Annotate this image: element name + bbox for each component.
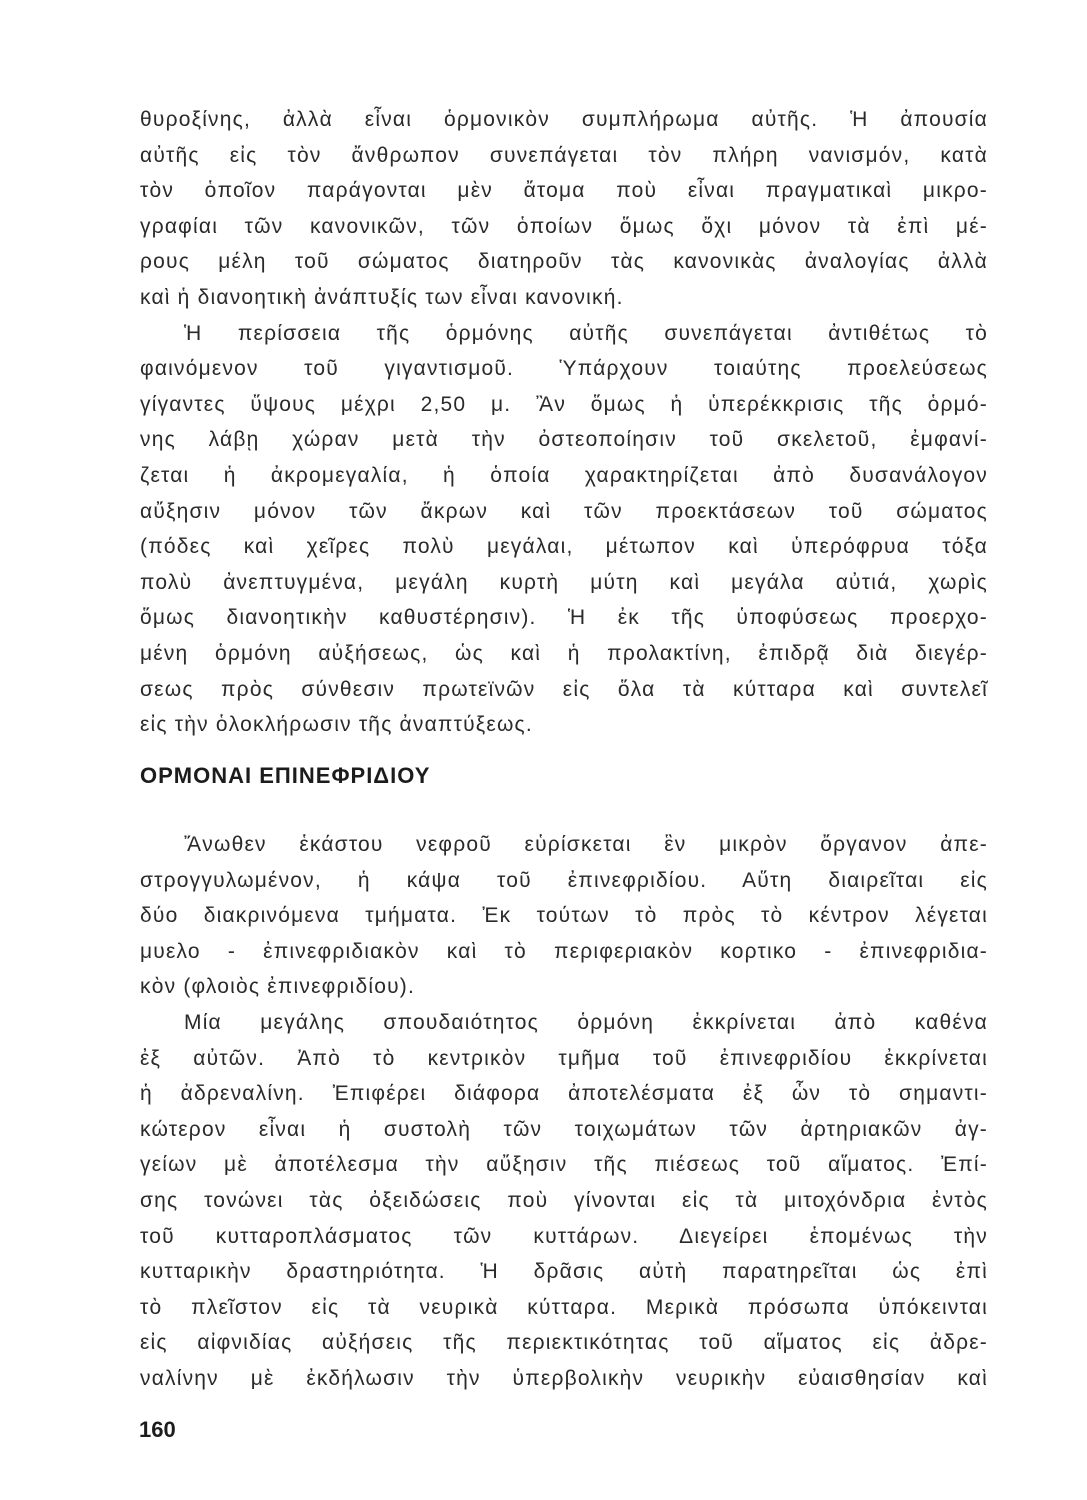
text-line: κὸν (φλοιὸς ἐπινεφριδίου). xyxy=(140,975,416,999)
text-line: (πόδες καὶ χεῖρες πολὺ μεγάλαι, μέτωπον καὶ ὑπερόφρυα τόξα xyxy=(140,535,988,559)
text-line: μυελο - ἐπινεφριδιακὸν καὶ τὸ περιφεριακὸν κορτικο - ἐπινεφριδια- xyxy=(140,939,988,963)
section-heading: ΟΡΜΟΝΑΙ ΕΠΙΝΕΦΡΙΔΙΟΥ xyxy=(140,763,431,788)
text-line: ζεται ἡ ἀκρομεγαλία, ἡ ὁποία χαρακτηρίζεται ἀπὸ δυσανάλογον xyxy=(140,463,988,487)
text-line: Ἡ περίσσεια τῆς ὁρμόνης αὐτῆς συνεπάγεται ἀντιθέτως τὸ xyxy=(184,321,988,345)
text-line: θυροξίνης, ἀλλὰ εἶναι ὁρμονικὸν συμπλήρωμα αὐτῆς. Ἡ ἀπουσία xyxy=(140,108,988,131)
text-line: εἰς τὴν ὁλοκλήρωσιν τῆς ἀναπτύξεως. xyxy=(140,713,533,737)
text-line: εἰς αἰφνιδίας αὐξήσεις τῆς περιεκτικότητας τοῦ αἵματος εἰς ἀδρε- xyxy=(140,1331,988,1355)
text-line: σεως πρὸς σύνθεσιν πρωτεϊνῶν εἰς ὅλα τὰ κύτταρα καὶ συντελεῖ xyxy=(140,677,988,701)
text-block-adrenal xyxy=(140,827,988,1397)
text-line: νης λάβῃ χώραν μετὰ τὴν ὀστεοποίησιν τοῦ σκελετοῦ, ἐμφανί- xyxy=(140,428,988,452)
text-line: κυτταρικὴν δραστηριότητα. Ἡ δρᾶσις αὐτὴ παρατηρεῖται ὡς ἐπὶ xyxy=(140,1260,988,1284)
text-line: ἐξ αὐτῶν. Ἀπὸ τὸ κεντρικὸν τμῆμα τοῦ ἐπινεφριδίου ἐκκρίνεται xyxy=(140,1046,988,1070)
text-line: καὶ ἡ διανοητικὴ ἀνάπτυξίς των εἶναι κανονική. xyxy=(140,285,624,309)
text-line: τὸν ὁποῖον παράγονται μὲν ἄτομα ποὺ εἶναι πραγματικαὶ μικρο- xyxy=(140,179,988,203)
text-line: Μία μεγάλης σπουδαιότητος ὁρμόνη ἐκκρίνεται ἀπὸ καθένα xyxy=(184,1010,988,1034)
text-line: κώτερον εἶναι ἡ συστολὴ τῶν τοιχωμάτων τῶν ἀρτηριακῶν ἀγ- xyxy=(140,1117,988,1141)
text-line: αὐτῆς εἰς τὸν ἄνθρωπον συνεπάγεται τὸν πλήρη νανισμόν, κατὰ xyxy=(140,143,988,167)
text-line: τοῦ κυτταροπλάσματος τῶν κυττάρων. Διεγείρει ἑπομένως τὴν xyxy=(140,1224,988,1248)
text-line: γείων μὲ ἀποτέλεσμα τὴν αὔξησιν τῆς πιέσεως τοῦ αἵματος. Ἐπί- xyxy=(140,1153,988,1177)
text-line: φαινόμενον τοῦ γιγαντισμοῦ. Ὑπάρχουν τοιαύτης προελεύσεως xyxy=(140,357,988,381)
text-line: πολὺ ἀνεπτυγμένα, μεγάλη κυρτὴ μύτη καὶ μεγάλα αὐτιά, χωρὶς xyxy=(140,570,988,594)
text-line: γίγαντες ὕψους μέχρι 2,50 μ. Ἂν ὅμως ἡ ὑπερέκκρισις τῆς ὁρμό- xyxy=(140,392,988,416)
text-line: στρογγυλωμένον, ἡ κάψα τοῦ ἐπινεφριδίου. Αὕτη διαιρεῖται εἰς xyxy=(140,868,988,892)
text-line: ἡ ἀδρεναλίνη. Ἐπιφέρει διάφορα ἀποτελέσματα ἐξ ὧν τὸ σημαντι- xyxy=(140,1082,988,1106)
text-block-pituitary xyxy=(140,102,988,743)
text-line: τὸ πλεῖστον εἰς τὰ νευρικὰ κύτταρα. Μερικὰ πρόσωπα ὑπόκεινται xyxy=(140,1295,988,1319)
text-line: δύο διακρινόμενα τμήματα. Ἐκ τούτων τὸ πρὸς τὸ κέντρον λέγεται xyxy=(140,904,988,928)
text-line: ὅμως διανοητικὴν καθυστέρησιν). Ἡ ἐκ τῆς ὑποφύσεως προερχο- xyxy=(140,606,988,630)
text-line: ναλίνην μὲ ἐκδήλωσιν τὴν ὑπερβολικὴν νευρικὴν εὐαισθησίαν καὶ xyxy=(140,1366,988,1390)
text-line: μένη ὁρμόνη αὐξήσεως, ὡς καὶ ἡ προλακτίνη, ἐπιδρᾷ διὰ διεγέρ- xyxy=(140,641,988,665)
text-line: ρους μέλη τοῦ σώματος διατηροῦν τὰς κανονικὰς ἀναλογίας ἀλλὰ xyxy=(140,250,988,274)
page-number: 160 xyxy=(139,1417,176,1442)
text-line: γραφίαι τῶν κανονικῶν, τῶν ὁποίων ὅμως ὄχι μόνον τὰ ἐπὶ μέ- xyxy=(140,214,988,238)
text-line: Ἄνωθεν ἑκάστου νεφροῦ εὑρίσκεται ἓν μικρὸν ὄργανον ἀπε- xyxy=(184,833,988,856)
text-line: αὔξησιν μόνον τῶν ἄκρων καὶ τῶν προεκτάσεων τοῦ σώματος xyxy=(140,499,988,523)
text-line: σης τονώνει τὰς ὀξειδώσεις ποὺ γίνονται εἰς τὰ μιτοχόνδρια ἐντὸς xyxy=(140,1188,988,1212)
